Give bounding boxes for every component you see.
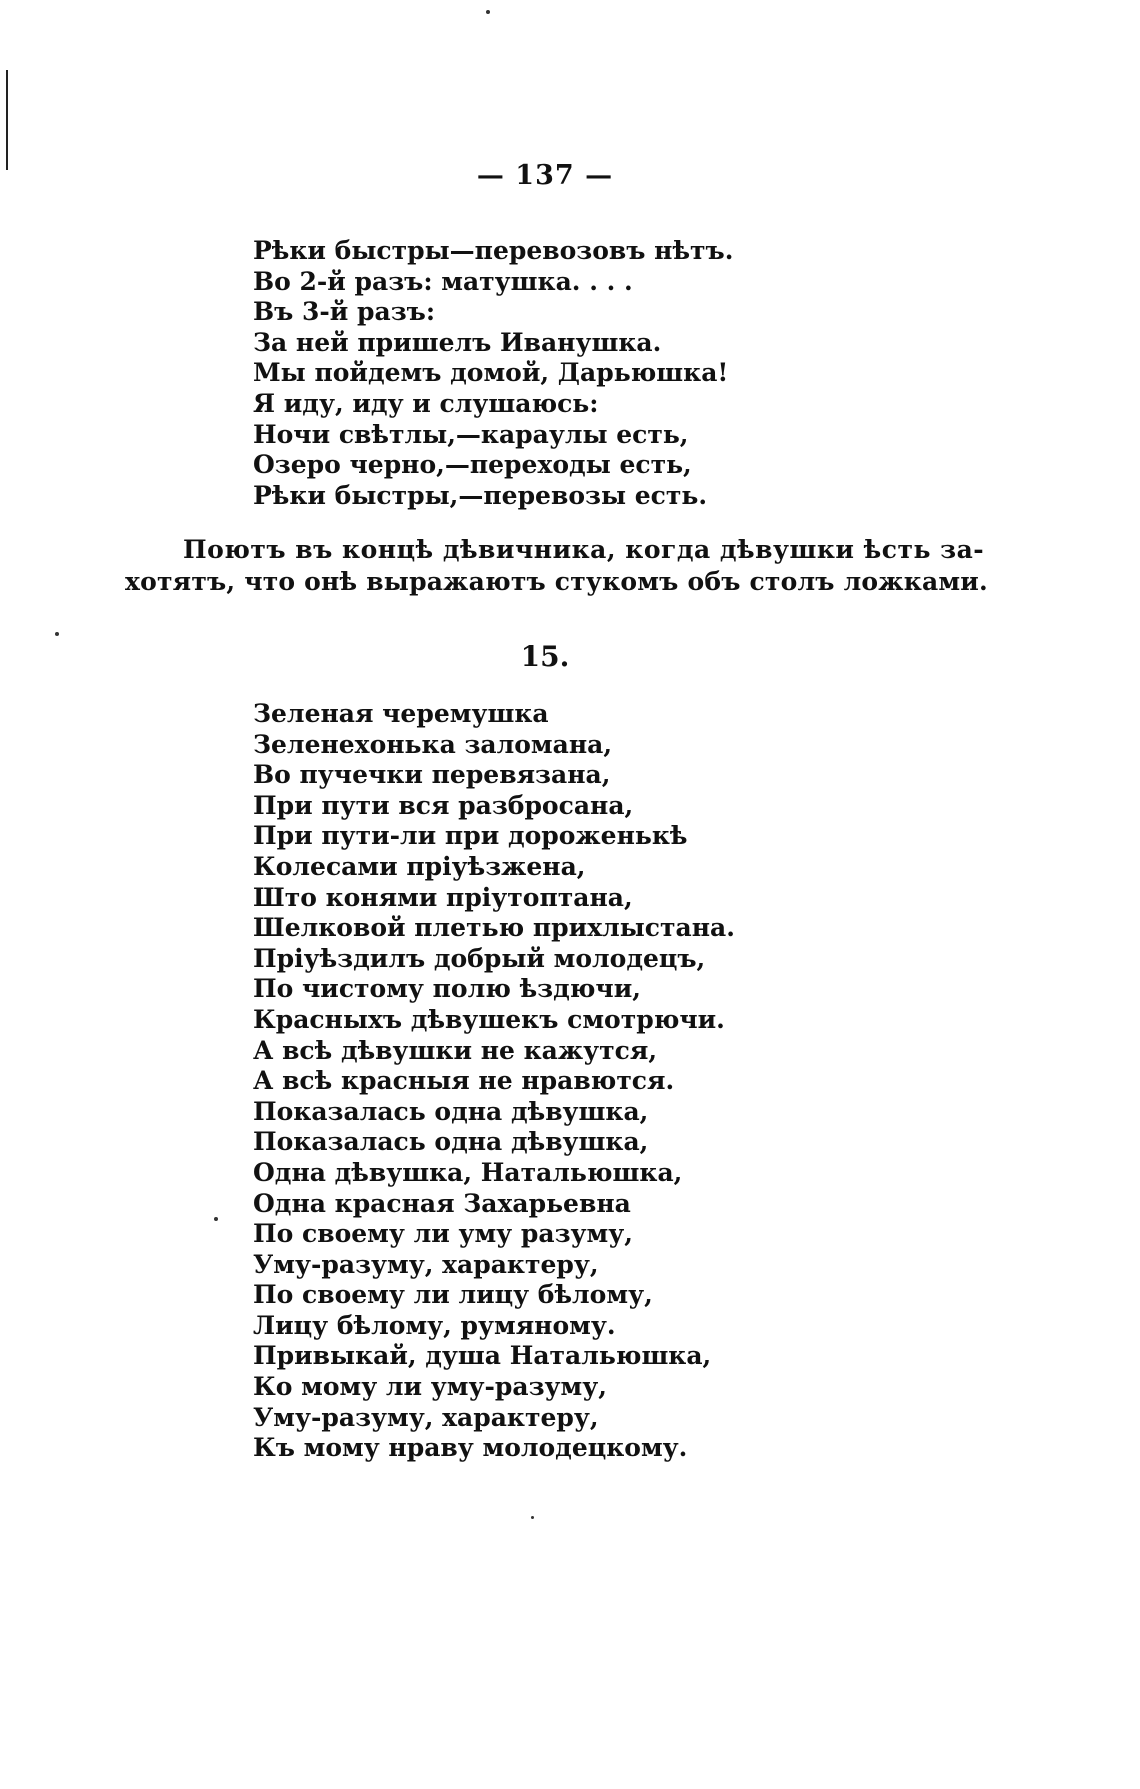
- verse-line: Показалась одна дѣвушка,: [253, 1096, 649, 1126]
- scan-speck: [486, 10, 490, 14]
- scan-speck: [55, 632, 59, 636]
- verse-line: Во 2-й разъ: матушка. . . .: [253, 266, 633, 296]
- verse-line: Зеленая черемушка: [253, 699, 549, 728]
- verse-line: Зеленехонька заломана,: [253, 729, 613, 759]
- verse-line: Лицу бѣлому, румяному.: [253, 1310, 616, 1340]
- verse-line: Мы пойдемъ домой, Дарьюшка!: [253, 358, 729, 388]
- verse-line: При пути вся разбросана,: [253, 790, 634, 820]
- verse-line: По чистому полю ѣздючи,: [253, 974, 641, 1004]
- verse-line: Пріуѣздилъ добрый молодецъ,: [253, 943, 706, 973]
- scan-speck: [214, 1217, 218, 1221]
- verse-line: Къ мому нраву молодецкому.: [253, 1433, 688, 1463]
- verse-line: Рѣки быстры—перевозовъ нѣтъ.: [253, 236, 734, 265]
- verse-line: По своему ли лицу бѣлому,: [253, 1280, 653, 1310]
- verse-line: Шелковой плетью прихлыстана.: [253, 913, 735, 943]
- verse-line: Привыкай, душа Натальюшка,: [253, 1341, 712, 1371]
- verse-continuation: [253, 236, 733, 511]
- verse-line: Я иду, иду и слушаюсь:: [253, 388, 599, 418]
- verse-line: Ночи свѣтлы,—караулы есть,: [253, 419, 689, 449]
- verse-line: Красныхъ дѣвушекъ смотрючи.: [253, 1004, 725, 1034]
- verse-line: А всѣ дѣвушки не кажутся,: [253, 1035, 658, 1065]
- song-verse: [253, 699, 735, 1464]
- verse-line: Одна дѣвушка, Натальюшка,: [253, 1157, 683, 1187]
- verse-line: По своему ли уму разуму,: [253, 1219, 633, 1249]
- verse-line: Показалась одна дѣвушка,: [253, 1127, 649, 1157]
- verse-line: Ко мому ли уму-разуму,: [253, 1372, 607, 1402]
- verse-line: Одна красная Захарьевна: [253, 1188, 631, 1218]
- verse-line: Озеро черно,—переходы есть,: [253, 450, 692, 480]
- verse-line: Рѣки быстры,—перевозы есть.: [253, 480, 708, 510]
- verse-line: При пути-ли при дороженькѣ: [253, 821, 688, 851]
- performance-note: [125, 534, 988, 598]
- note-line: Поютъ въ концѣ дѣвичника, когда дѣвушки ѣсть за-: [183, 535, 985, 564]
- scan-speck: [531, 1516, 534, 1519]
- verse-line: Въ 3-й разъ:: [253, 297, 436, 327]
- verse-line: Колесами пріуѣзжена,: [253, 851, 586, 881]
- verse-line: А всѣ красныя не нравются.: [253, 1066, 675, 1096]
- verse-line: За ней пришелъ Иванушка.: [253, 327, 662, 357]
- note-line: хотятъ, что онѣ выражаютъ стукомъ объ столъ ложками.: [125, 567, 988, 596]
- verse-line: Уму-разуму, характеру,: [253, 1249, 599, 1279]
- verse-line: Што конями пріутоптана,: [253, 882, 633, 912]
- page-number: — 137 —: [476, 160, 614, 191]
- song-number: 15.: [520, 640, 570, 673]
- verse-line: Во пучечки перевязана,: [253, 760, 611, 790]
- scan-edge-line: [6, 70, 8, 170]
- verse-line: Уму-разуму, характеру,: [253, 1402, 599, 1432]
